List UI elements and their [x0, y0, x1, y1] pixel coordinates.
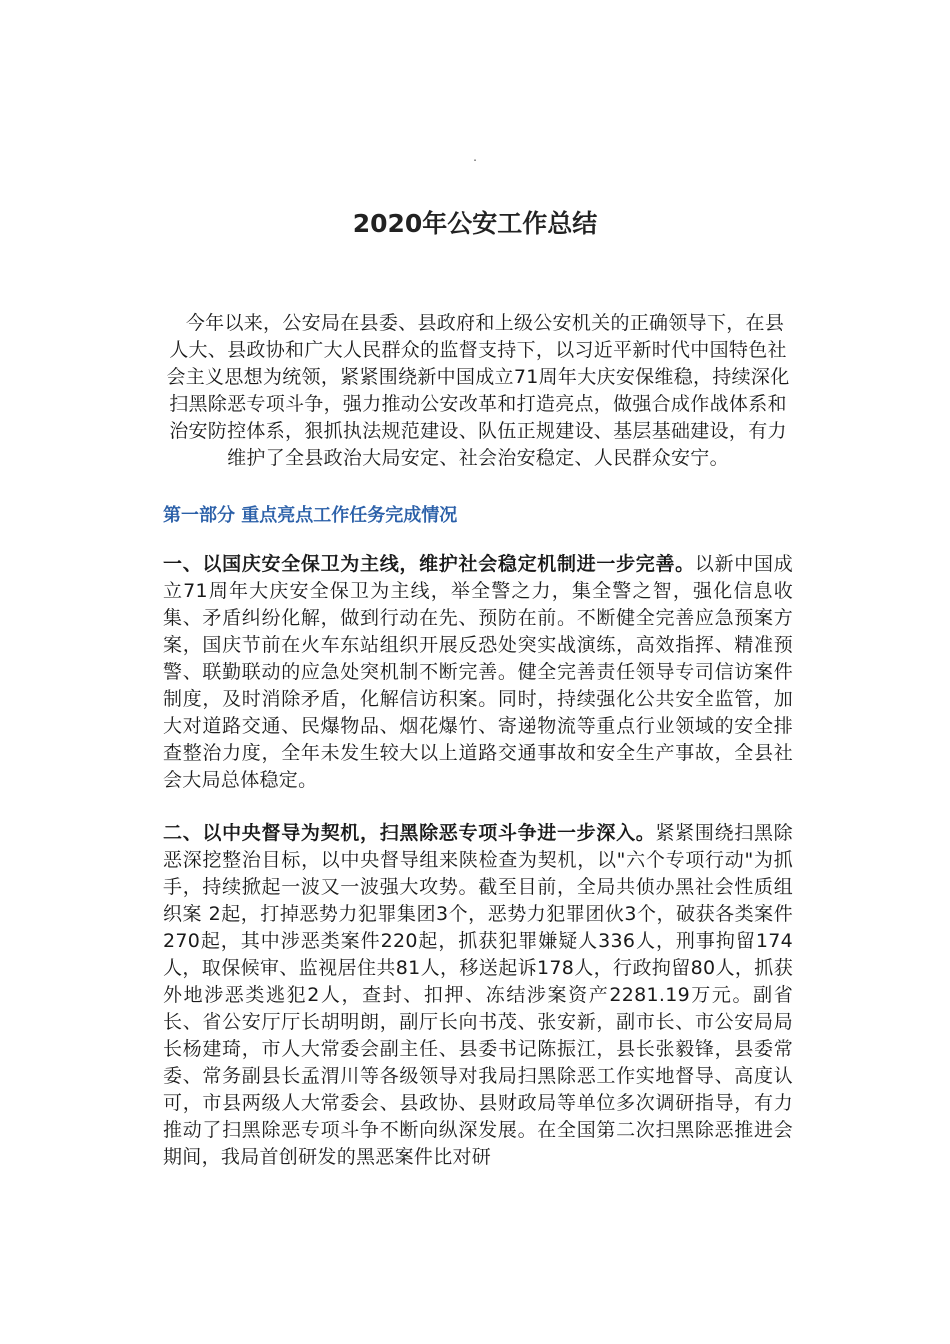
item-body-1: 以新中国成立71周年大庆安全保卫为主线，举全警之力，集全警之智，强化信息收集、矛盾纠纷化解，做到行动在先、预防在前。不断健全完善应急预案方案，国庆节前在火车东站组织开展反恐处突实战演练，高效指挥、精准预警、联勤联动的应急处突机制不断完善。健全完善责任领导专司信访案件制度，及时消除矛盾，化解信访积案。同时，持续强化公共安全监管，加大对道路交通、民爆物品、烟花爆竹、寄递物流等重点行业领域的安全排查整治力度，全年未发生较大以上道路交通事故和安全生产事故，全县社会大局总体稳定。	[163, 553, 793, 791]
item-lead-1: 一、以国庆安全保卫为主线，维护社会稳定机制进一步完善。	[163, 553, 695, 575]
document-title: 2020年公安工作总结	[352, 209, 598, 238]
section-heading: 第一部分 重点亮点工作任务完成情况	[163, 505, 458, 526]
item-paragraph-2	[163, 820, 793, 1171]
item-body-2: 紧紧围绕扫黑除恶深挖整治目标，以中央督导组来陕检查为契机，以"六个专项行动"为抓手，持续掀起一波又一波强大攻势。截至目前，全局共侦办黑社会性质组织案 2起，打掉恶势力犯罪集团3个，恶势力犯罪团伙3个，破获各类案件270起，其中涉恶类案件220起，抓获犯罪嫌疑人336人，刑事拘留174人，取保候审、监视居住共81人，移送起诉178人，行政拘留80人，抓获外地涉恶类逃犯2人，查封、扣押、冻结涉案资产2281.19万元。副省长、省公安厅厅长胡明朗，副厅长向书茂、张安新，副市长、市公安局局长杨建琦，市人大常委会副主任、县委书记陈振江，县长张毅锋，县委常委、常务副县长孟渭川等各级领导对我局扫黑除恶工作实地督导、高度认可，市县两级人大常委会、县政协、县财政局等单位多次调研指导，有力推动了扫黑除恶专项斗争不断向纵深发展。在全国第二次扫黑除恶推进会期间，我局首创研发的黑恶案件比对研	[163, 822, 793, 1168]
item-lead-2: 二、以中央督导为契机，扫黑除恶专项斗争进一步深入。	[163, 822, 656, 844]
document-body	[163, 310, 793, 1171]
item-paragraph-1	[163, 551, 793, 794]
intro-paragraph: 今年以来，公安局在县委、县政府和上级公安机关的正确领导下，在县人大、县政协和广大人民群众的监督支持下，以习近平新时代中国特色社会主义思想为统领，紧紧围绕新中国成立71周年大庆安保维稳，持续深化扫黑除恶专项斗争，强力推动公安改革和打造亮点，做强合成作战体系和治安防控体系，狠抓执法规范建设、队伍正规建设、基层基础建设，有力维护了全县政治大局安定、社会治安稳定、人民群众安宁。	[166, 312, 790, 469]
header-marker: .	[473, 150, 477, 164]
